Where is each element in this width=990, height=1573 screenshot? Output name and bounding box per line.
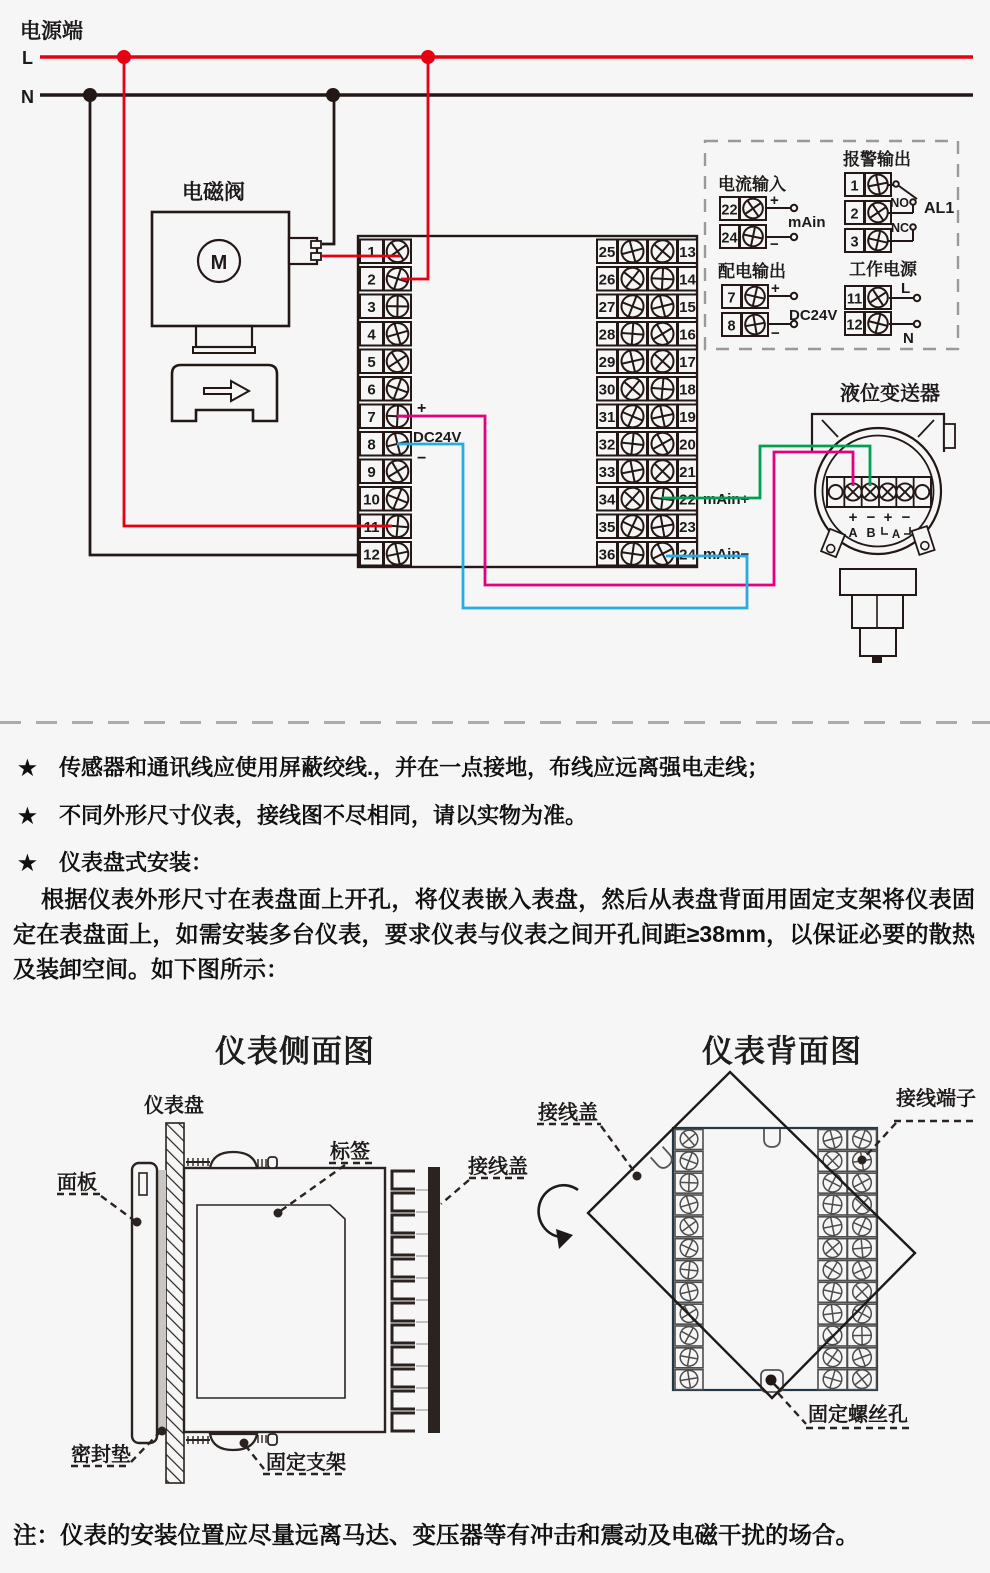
star-icon: ★ [18,805,37,828]
screw-terminal-icon [621,322,644,345]
terminal-number: 11 [846,291,863,308]
terminal-number: 20 [679,436,696,454]
bottom-bracket [186,1434,277,1450]
transmitter-neck [840,569,916,595]
terminal-number: 3 [367,299,376,316]
cap-tab [944,424,955,448]
terminal-number: 24 [679,546,696,564]
installation-paragraph: 根据仪表外形尺寸在表盘面上开孔，将仪表嵌入表盘，然后从表盘背面用固定支架将仪表固定在表盘面上，如需安装多台仪表，要求仪表与仪表之间开孔间距≥38mm，以保证必要的散热及装卸空间。如下图所示： [13,886,975,982]
po-label: DC24V [789,307,838,324]
terminal-number: 32 [598,436,616,454]
ladder-cell [392,1325,415,1343]
terminal-number: 28 [598,326,616,344]
terminal-number: 5 [367,354,376,371]
note-text: 传感器和通讯线应使用屏蔽绞线.，并在一点接地，布线应远离强电走线； [59,755,770,780]
terminal-number: 16 [679,326,696,344]
terminal-number: 25 [598,244,616,261]
terminal-number: 9 [367,464,376,481]
terminal-number: 17 [679,354,696,371]
transmitter-tip [872,656,882,663]
terminal-number: 12 [846,317,863,334]
terminal-number: 36 [598,546,616,564]
pin-sign: + [848,509,858,526]
terminal-number: 8 [727,318,736,335]
terminal-number: 21 [679,464,696,481]
screw-terminal-icon [852,1238,872,1258]
terminal-number: 12 [363,546,380,564]
terminal-cover-plate [428,1167,440,1433]
terminal-number: 6 [367,381,376,399]
leader-dot [158,1427,167,1436]
connector-pin [311,241,321,248]
screw-terminal-icon [853,1326,872,1345]
terminal-number: 3 [850,234,859,251]
pin-a-label: A [848,526,858,540]
screw-terminal-icon [387,295,409,317]
rotate-arrow [539,1185,578,1237]
front-bezel [132,1163,157,1443]
work-power-title: 工作电源 [849,260,917,279]
panel-label: 仪表盘 [144,1095,204,1117]
note-text: 仪表盘式安装： [59,850,214,875]
terminal-number: 27 [598,299,616,316]
ladder-cell [392,1281,415,1299]
section-divider [0,721,990,724]
rotate-arrowhead [556,1229,573,1249]
terminal-number: 15 [679,299,696,316]
panel-wall [166,1123,184,1483]
note-text: 不同外形尺寸仪表，接线图不尽相同，请以实物为准。 [59,803,588,828]
ci-plus: + [770,192,779,209]
terminal-number: 22 [679,491,696,509]
pin-b-label: B [866,526,876,540]
pin-sign: − [901,509,911,526]
dc-label: DC24V [413,429,462,446]
terminal-number: 10 [363,491,380,509]
terminal-number: 23 [679,519,696,536]
line-n-label: N [21,87,34,107]
ammeter-label: A [891,529,901,541]
terminal-number: 7 [727,290,736,307]
ladder-cell [392,1391,415,1409]
wp-n: N [903,330,914,347]
note-item [18,846,968,877]
connector-pin [311,253,321,260]
terminal-number: 19 [679,409,696,426]
alarm-title: 报警输出 [843,150,911,169]
wire-n-to-solenoid [322,95,334,244]
back-view-diagram [537,1072,976,1428]
star-icon: ★ [18,757,37,780]
ladder-cell [392,1171,415,1189]
leader-dot [274,1209,283,1218]
ladder-cell [392,1303,415,1321]
main-terminal-block [358,236,750,569]
installation-figure [0,1060,990,1505]
solenoid-title: 电磁阀 [182,181,245,204]
work-power-wires [889,295,920,327]
note-item [18,751,968,782]
back-cover-label: 接线盖 [538,1102,598,1124]
ladder-cell [392,1215,415,1233]
pin-sign: − [866,509,876,526]
ladder-cell [392,1369,415,1387]
terminal-number: 2 [850,206,859,223]
side-view-diagram [57,1093,528,1483]
pin-sign: + [883,509,893,526]
terminal-number: 35 [598,519,616,536]
terminal-number: 8 [367,436,376,454]
motor-label: M [210,252,228,274]
alarm-no: NO [890,196,909,210]
note-item [18,799,968,830]
line-l-label: L [22,48,33,68]
terminal-number: 4 [367,326,376,344]
leader-dot [633,1172,642,1181]
io-box [705,141,958,349]
corner-tab [651,1147,675,1171]
terminal-number: 22 [721,202,738,219]
screw-terminal-icon [651,267,674,290]
terminal-number: 30 [598,381,616,399]
leader-dot [240,1439,249,1448]
alarm-relay: AL1 [924,200,955,217]
po-minus: − [771,325,780,342]
terminal-number: 34 [598,491,616,509]
terminal-number: 26 [598,271,616,289]
transmitter-title: 液位变送器 [840,383,940,405]
gasket-label: 密封垫 [71,1444,131,1466]
level-transmitter [812,381,955,663]
ladder-cell [392,1193,415,1211]
valve-flange [193,347,255,353]
back-terminals-label: 接线端子 [896,1088,976,1110]
terminal-number: 14 [679,271,696,289]
terminal-number: 2 [367,271,376,289]
top-bracket [186,1152,277,1168]
power-title: 电源端 [20,20,83,43]
star-icon: ★ [18,852,37,875]
cover-label: 接线盖 [468,1156,528,1178]
wp-l: L [901,280,911,297]
footer-note: 注：仪表的安装位置应尽量远离马达、变压器等有冲击和震动及电磁干扰的场合。 [13,1522,859,1548]
leader-dot [133,1218,142,1227]
alarm-nc: NC [890,221,909,235]
ci-label: mAin [788,214,826,231]
terminal-number: 24 [721,230,738,247]
terminal-number: 18 [679,381,696,399]
ladder-cell [392,1259,415,1277]
wiring-diagram [0,0,990,721]
leader-dot [858,1156,867,1165]
side-view-title: 仪表侧面图 [215,1034,375,1069]
ladder-cell [392,1347,415,1365]
terminal-number: 7 [367,409,376,426]
terminal-number: 33 [598,464,616,481]
dc-plus: + [417,400,427,417]
power-rails [20,19,973,107]
valve-neck [196,326,252,347]
terminal-number: 13 [679,244,696,261]
current-input-title: 电流输入 [718,175,786,194]
dc-minus: − [417,450,427,467]
screw-terminal-icon [651,377,675,401]
side-tab [912,526,935,555]
screw-terminal-icon [680,1174,698,1192]
terminal-number: 1 [367,244,376,261]
front-panel-label: 面板 [57,1172,97,1194]
ladder-cell [392,1413,415,1431]
gasket [158,1170,166,1431]
side-tab [821,529,845,557]
power-output-title: 配电输出 [718,262,786,281]
screw-hole-label: 固定螺丝孔 [808,1404,908,1426]
terminal-number: 31 [598,409,616,426]
bracket-label: 固定支架 [266,1452,346,1474]
terminal-number: 11 [363,519,380,536]
terminal-number: 1 [850,178,859,195]
terminal-number: 29 [598,354,616,371]
main-minus-label: mAin− [703,546,750,563]
screw-terminal-icon [620,432,644,456]
transmitter-stem [860,628,896,656]
ci-minus: − [770,236,779,253]
main-plus-label: mAin+ [703,491,750,508]
back-view-title: 仪表背面图 [702,1034,862,1069]
solenoid-valve [152,180,321,421]
po-plus: + [771,280,780,297]
tag-label: 标签 [330,1141,370,1163]
ladder-cell [392,1237,415,1255]
